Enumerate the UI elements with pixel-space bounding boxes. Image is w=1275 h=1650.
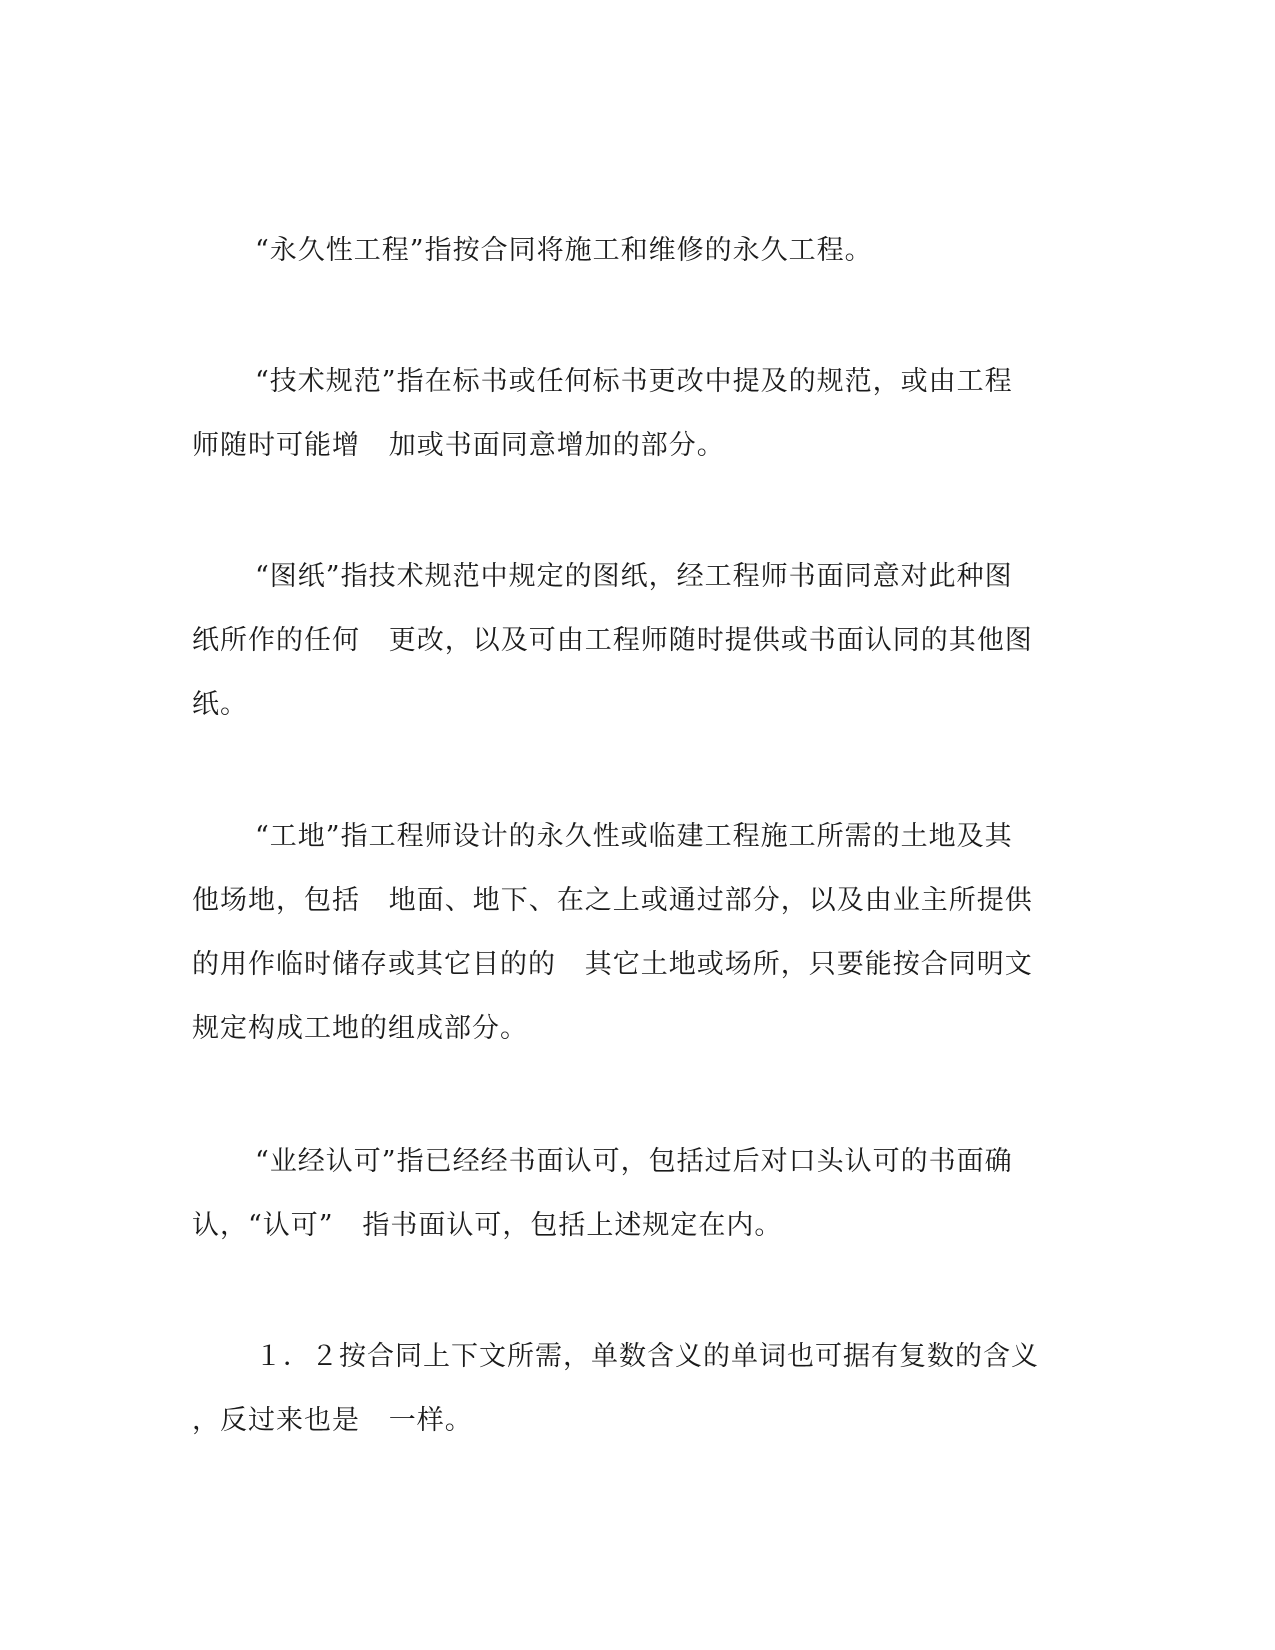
paragraph-permanent-works xyxy=(192,219,1072,283)
paragraph-clause-1-2 xyxy=(192,1325,1072,1453)
paragraph-line: 纸。 xyxy=(192,689,248,720)
paragraph-drawings xyxy=(192,545,1072,737)
paragraph-specification xyxy=(192,350,1072,478)
paragraph-line: 师随时可能增 加或书面同意增加的部分。 xyxy=(192,430,725,461)
paragraph-approved xyxy=(192,1130,1072,1258)
paragraph-line: “业经认可”指已经经书面认可，包括过后对口头认可的书面确 xyxy=(255,1146,1013,1177)
paragraph-line: 认，“认可” 指书面认可，包括上述规定在内。 xyxy=(192,1210,783,1241)
paragraph-line: ，反过来也是 一样。 xyxy=(192,1405,473,1436)
paragraph-line: “工地”指工程师设计的永久性或临建工程施工所需的土地及其 xyxy=(255,821,1013,852)
paragraph-line: “永久性工程”指按合同将施工和维修的永久工程。 xyxy=(255,235,873,266)
paragraph-line: “技术规范”指在标书或任何标书更改中提及的规范，或由工程 xyxy=(255,366,1013,397)
paragraph-line: 规定构成工地的组成部分。 xyxy=(192,1013,528,1044)
paragraph-site xyxy=(192,805,1072,1061)
paragraph-line: 他场地，包括 地面、地下、在之上或通过部分，以及由业主所提供 xyxy=(192,885,1033,916)
paragraph-line: “图纸”指技术规范中规定的图纸，经工程师书面同意对此种图 xyxy=(255,561,1013,592)
paragraph-line: 纸所作的任何 更改，以及可由工程师随时提供或书面认同的其他图 xyxy=(192,625,1033,656)
paragraph-line: 的用作临时储存或其它目的的 其它土地或场所，只要能按合同明文 xyxy=(192,949,1033,980)
paragraph-line: １．２按合同上下文所需，单数含义的单词也可据有复数的含义 xyxy=(255,1341,1039,1372)
